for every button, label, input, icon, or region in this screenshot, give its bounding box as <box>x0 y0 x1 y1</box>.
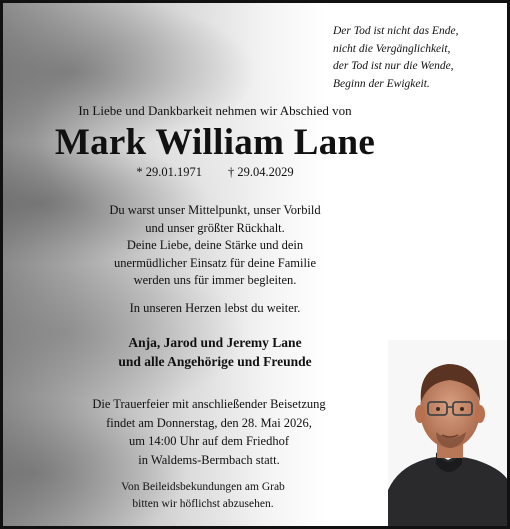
condolence-line: Von Beileidsbekundungen am Grab <box>121 481 285 493</box>
verse-line: und unser größter Rückhalt. <box>145 220 285 235</box>
quote-line: der Tod ist nur die Wende, <box>333 60 454 72</box>
mourner-line: und alle Angehörige und Freunde <box>118 354 312 369</box>
quote-block <box>333 23 503 93</box>
verse-line: werden uns für immer begleiten. <box>133 273 297 287</box>
intro-text: In Liebe und Dankbarkeit nehmen wir Abschied von <box>78 103 352 118</box>
verse-line: unermüdlicher Einsatz für deine Familie <box>113 255 316 270</box>
remembrance-line: In unseren Herzen lebst du weiter. <box>129 301 301 315</box>
ceremony-info <box>3 395 415 469</box>
portrait-illustration <box>388 340 508 526</box>
verse-line: Deine Liebe, deine Stärke und dein <box>126 238 304 252</box>
quote-line: Beginn der Ewigkeit. <box>333 77 430 90</box>
verse-line: Du warst unser Mittelpunkt, unser Vorbild <box>109 203 321 217</box>
death-date: † 29.04.2029 <box>228 165 294 179</box>
life-dates <box>3 165 427 180</box>
mourner-line: Anja, Jarod und Jeremy Lane <box>128 335 302 350</box>
ceremony-line: um 14:00 Uhr auf dem Friedhof <box>128 434 290 448</box>
quote-line: nicht die Vergänglichkeit, <box>333 42 451 55</box>
ceremony-line: Die Trauerfeier mit anschließender Beisetzung <box>92 397 326 411</box>
condolence-line: bitten wir höflichst abzusehen. <box>132 498 274 510</box>
ceremony-line: in Waldems-Bermbach statt. <box>138 452 280 467</box>
ceremony-line: findet am Donnerstag, den 28. Mai 2026, <box>106 415 312 430</box>
birth-date: * 29.01.1971 <box>136 165 202 179</box>
condolence-note <box>3 479 403 513</box>
quote-line: Der Tod ist nicht das Ende, <box>333 25 459 37</box>
portrait-photo <box>388 340 508 526</box>
memorial-verse <box>3 202 427 290</box>
deceased-name: Mark William Lane <box>54 122 376 163</box>
mourners <box>3 333 427 371</box>
